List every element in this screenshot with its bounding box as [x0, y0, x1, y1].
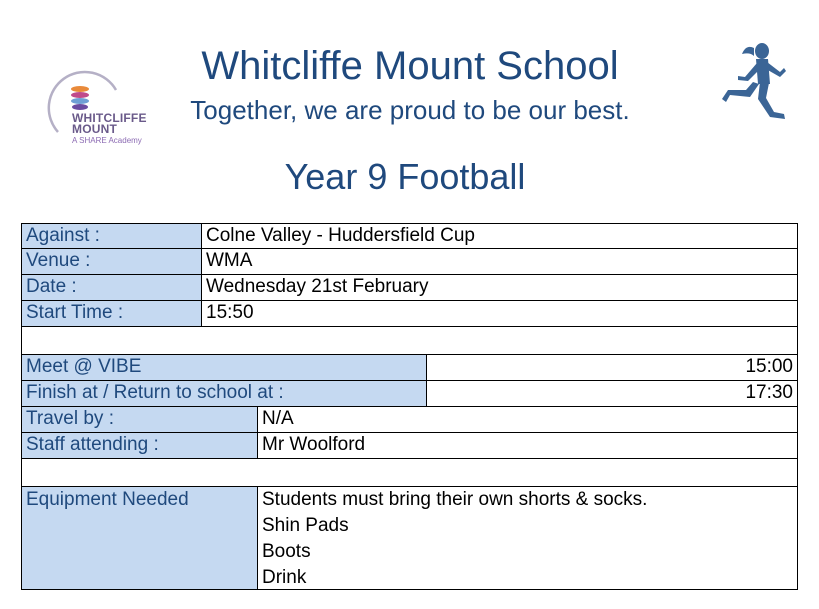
meet-label: Meet @ VIBE: [21, 354, 427, 381]
spacer-row: [21, 458, 798, 487]
equipment-list: [257, 486, 798, 590]
staff-label: Staff attending :: [21, 432, 258, 459]
travel-value: N/A: [257, 406, 798, 433]
against-label: Against :: [21, 223, 202, 249]
list-item: Boots: [262, 541, 311, 562]
list-item: Students must bring their own shorts & socks.: [262, 489, 648, 510]
list-item: Shin Pads: [262, 515, 349, 536]
logo-text-line1: WHITCLIFFE: [72, 111, 147, 125]
fixture-details-table: [21, 223, 798, 590]
spacer-row: [21, 326, 798, 355]
meet-time: 15:00: [426, 354, 798, 381]
runner-icon: [720, 42, 796, 129]
staff-value: Mr Woolford: [257, 432, 798, 459]
venue-label: Venue :: [21, 248, 202, 275]
school-name: Whitcliffe Mount School: [201, 44, 619, 88]
logo-tagline: A SHARE Academy: [72, 136, 142, 145]
list-item: Drink: [262, 567, 307, 588]
travel-label: Travel by :: [21, 406, 258, 433]
equipment-label: Equipment Needed: [21, 486, 258, 590]
finish-label: Finish at / Return to school at :: [21, 380, 427, 407]
date-label: Date :: [21, 274, 202, 301]
against-value: Colne Valley - Huddersfield Cup: [201, 223, 798, 249]
start-time-value: 15:50: [201, 300, 798, 327]
logo-text-line2: MOUNT: [72, 122, 117, 136]
venue-value: WMA: [201, 248, 798, 275]
date-value: Wednesday 21st February: [201, 274, 798, 301]
start-time-label: Start Time :: [21, 300, 202, 327]
event-title: Year 9 Football: [284, 156, 526, 197]
school-motto: Together, we are proud to be our best.: [190, 95, 630, 125]
finish-time: 17:30: [426, 380, 798, 407]
school-logo: [44, 70, 164, 150]
